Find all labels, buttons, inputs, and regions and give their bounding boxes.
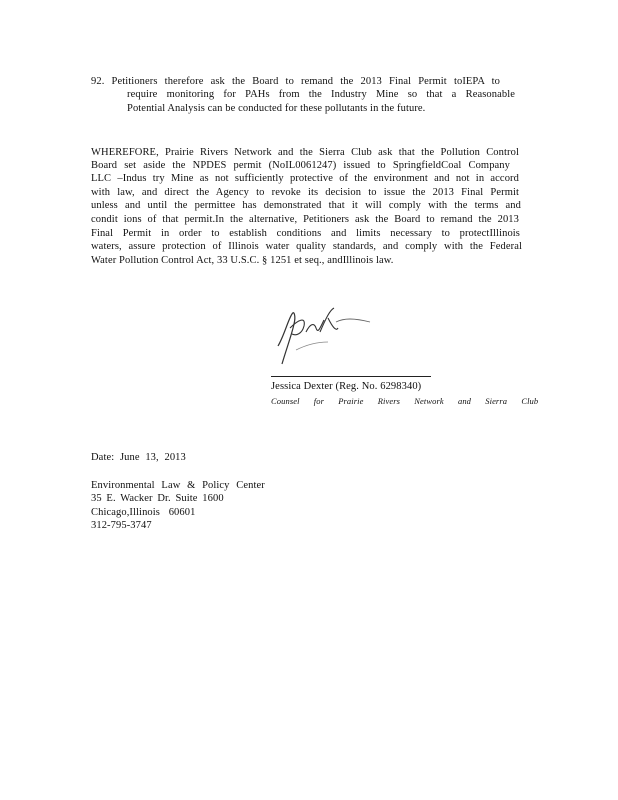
paragraph-92-line-3: Potential Analysis can be conducted for these pollutants in the future. <box>127 103 426 114</box>
paragraph-92-line-1: 92. Petitioners therefore ask the Board to remand the 2013 Final Permit toIEPA to <box>91 76 500 87</box>
wherefore-line-5: unless and until the permittee has demonstrated that it will comply with the terms and <box>91 200 521 211</box>
wherefore-line-9: Water Pollution Control Act, 33 U.S.C. § 1251 et seq., andIllinois law. <box>91 255 394 266</box>
address-line-3: Chicago,Illinois 60601 <box>91 507 196 518</box>
wherefore-line-4: with law, and direct the Agency to revoke its decision to issue the 2013 Final Permit <box>91 187 519 198</box>
address-line-4: 312-795-3747 <box>91 520 152 531</box>
signer-name: Jessica Dexter (Reg. No. 6298340) <box>271 381 422 392</box>
signer-title: Counsel for Prairie Rivers Network and Sierra Club <box>271 396 539 406</box>
handwritten-signature <box>276 306 372 368</box>
wherefore-line-3: LLC –Indus try Mine as not sufficiently protective of the environment and not in accord <box>91 173 519 184</box>
address-line-2: 35 E. Wacker Dr. Suite 1600 <box>91 493 224 504</box>
wherefore-line-6: condit ions of that permit.In the alternative, Petitioners ask the Board to remand the 2013 <box>91 214 519 225</box>
paragraph-92-line-2: require monitoring for PAHs from the Industry Mine so that a Reasonable <box>127 89 515 100</box>
wherefore-line-7: Final Permit in order to establish conditions and limits necessary to protectIllinois <box>91 228 520 239</box>
wherefore-line-8: waters, assure protection of Illinois water quality standards, and comply with the Federal <box>91 241 522 252</box>
address-line-1: Environmental Law & Policy Center <box>91 480 265 491</box>
wherefore-line-1: WHEREFORE, Prairie Rivers Network and the Sierra Club ask that the Pollution Control <box>91 147 519 158</box>
date-line: Date: June 13, 2013 <box>91 452 186 463</box>
wherefore-line-2: Board set aside the NPDES permit (NoIL0061247) issued to SpringfieldCoal Company <box>91 160 510 171</box>
signature-line <box>271 376 431 377</box>
